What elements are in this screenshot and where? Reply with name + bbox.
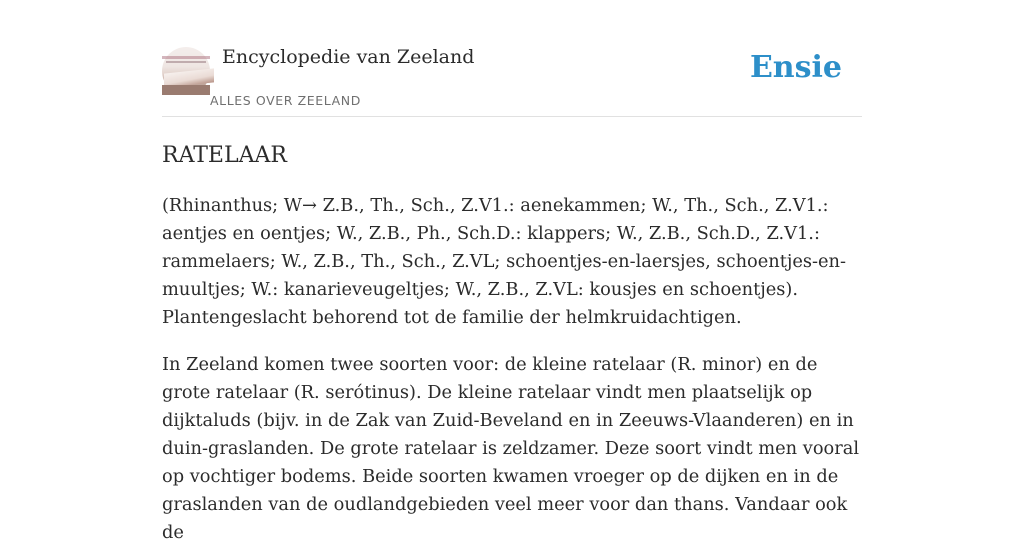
article-paragraph: In Zeeland komen twee soorten voor: de kleine ratelaar (R. minor) en de grote ratelaar (R. serótinus). De kleine ratelaar vindt men plaatselijk op dijktaluds (bijv. in de Zak van Zuid-Beveland en in Zeeuws-Vlaanderen) en in duin-graslanden. De grote ratelaar is zeldzamer. Deze soort vindt men vooral op vochtiger bodems. Beide soorten kwamen vroeger op de dijken en in de graslanden van de oudlandgebieden veel meer voor dan thans. Vandaar ook de <box>162 354 860 543</box>
site-tagline: ALLES OVER ZEELAND <box>210 93 361 108</box>
article <box>162 143 862 547</box>
logo-detail <box>166 61 206 63</box>
page <box>162 0 862 543</box>
ensie-brand-link[interactable]: Ensie <box>749 50 842 85</box>
article-paragraph: (Rhinanthus; W→ Z.B., Th., Sch., Z.V1.: aenekammen; W., Th., Sch., Z.V1.: aentjes en oentjes; W., Z.B., Ph., Sch.D.: klappers; W., Z.B., Sch.D., Z.V1.: rammelaers; W., Z.B., Th., Sch., Z.VL; schoentjes-en-laersjes, schoentjes-en-muultjes; W.: kanarieveugeltjes; W., Z.B., Z.VL: kousjes en schoentjes). Plantengeslacht behorend tot de familie der helmkruidachtigen. <box>162 195 846 328</box>
logo-detail <box>162 56 210 59</box>
book-logo-icon[interactable] <box>162 47 210 95</box>
site-header <box>162 0 862 117</box>
article-body <box>162 192 862 547</box>
logo-detail <box>162 85 210 95</box>
site-title[interactable]: Encyclopedie van Zeeland <box>222 46 475 68</box>
article-title: RATELAAR <box>162 143 287 168</box>
